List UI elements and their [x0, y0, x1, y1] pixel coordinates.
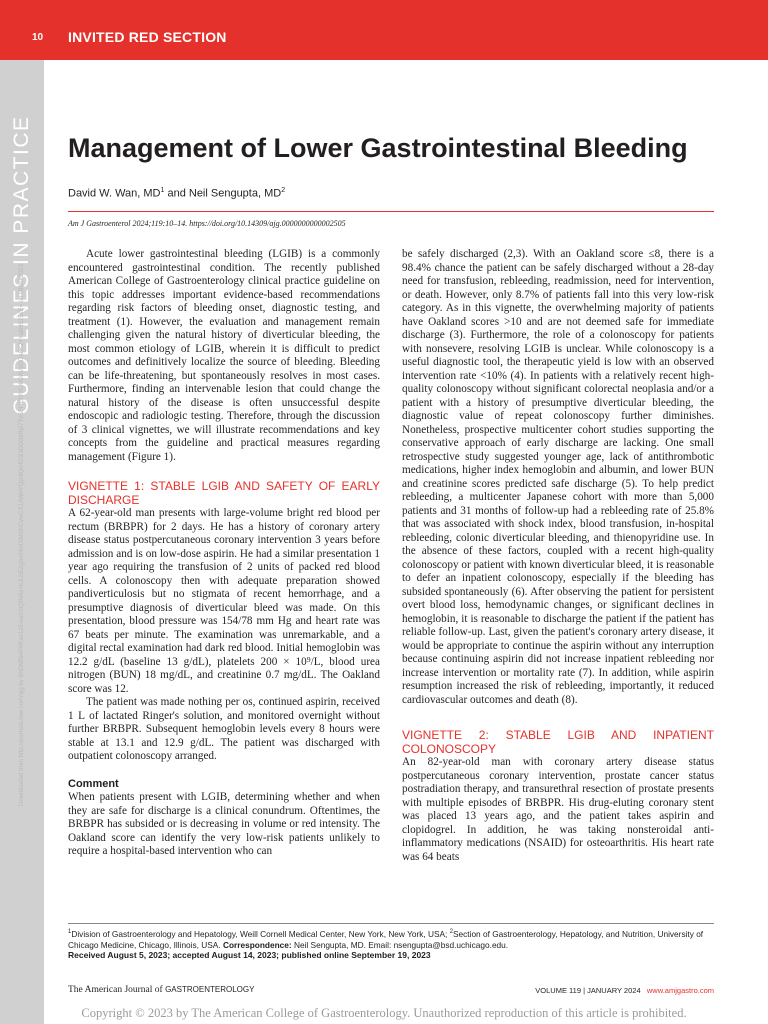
right-column [402, 248, 714, 864]
download-watermark: Downloaded from http://journals.lww.com/ajg by BhDMf5ePHKav1zEoum1tQfN4a+kJLhEZgbsIHo4XMi0hCywCX1AWnYQp/IlQrHD3i3D0OdRyi7TvSFl4Cf3VC4/OAVpDDa8K2+Ya6H515kE= on 09/20/2023 [19, 264, 25, 806]
copyright-notice: Copyright © 2023 by The American College of Gastroenterology. Unauthorized reproduction of this article is prohibited. [81, 1006, 687, 1020]
vignette2-paragraph-1: An 82-year-old man with coronary artery disease status postpercutaneous coronary intervention, prostate cancer status postradiation therapy, and transurethral resection of prostate presents with multiple episodes of BRBPR. His drug-eluting coronary stent was placed 13 years ago, and the patient takes aspirin and clopidogrel. In addition, he was taking nonsteroidal anti-inflammatory medications (NSAID) for osteoarthritis. His heart rate was 64 beats [402, 756, 714, 863]
vignette1-paragraph-1: A 62-year-old man presents with large-volume bright red blood per rectum (BRBPR) for 2 days. He has a history of coronary artery disease status postpercutaneous coronary intervention 3 years before admission and is on low-dose aspirin. He had a similar presentation 1 year ago requiring the transfusion of 2 units of packed red blood cells. A colonoscopy then with adequate preparation showed pandiverticulosis but no stigmata of recent hemorrhage, and a presumptive diagnosis of diverticular bleed was made. On this presentation, blood pressure was 154/78 mm Hg and heart rate was 67 beats per minute. The examination was unremarkable, and a digital rectal examination had dark red blood. Initial hemoglobin was 12.2 g/dL (baseline 13 g/dL), platelets 200 × 10⁹/L, blood urea nitrogen (BUN) 18 mg/dL, and creatinine 0.7 mg/dL. The Oakland score was 12. [68, 507, 380, 695]
affiliation-note: $^1$Division of Gastroenterology and Hepatology, Weill Cornell Medical Center, New York, New York, USA; $^2$Section of Gastroenterology, Hepatology, and Nutrition, University of Chicago Medicine, Chicago, Illinois, USA. Correspondence: Neil Sengupta, MD. Email: nsengupta@bsd.uchicago.edu. [68, 928, 704, 950]
right-paragraph-1: be safely discharged (2,3). With an Oakland score ≤8, there is a 98.4% chance the patient can be safely discharged without a 28-day need for transfusion, rebleeding, readmission, need for intervention, or death. However, only 8.7% of patients fall into this very low-risk category. As in this vignette, the overwhelming majority of patients have Oakland scores >10 and are not deemed safe for immediate discharge (3). Furthermore, the role of a colonoscopy for patients with nonsevere, resolving LGIB is unclear. While colonoscopy is a useful diagnostic tool, the therapeutic yield is low with an observed intervention rate <10% (4). In patients with a relatively recent high-quality colonoscopy without significant colorectal neoplasia and/or a patient with a history of presumptive diverticular bleeding, the diagnostic value of repeat colonoscopy further diminishes. Nonetheless, prospective multicenter cohort studies supporting the conservative approach of early discharge are lacking. One small retrospective study suggested younger age, lack of antithrombotic medications, higher index hemoglobin and albumin, and lower BUN and creatinine scores predicted safe discharge (5). To help predict rebleeding, a multicenter Japanese cohort with more than 5,000 patients and 31 months of follow-up had a rebleeding rate of 25.8% that was associated with shock index, blood transfusion, in-hospital rebleeding, colonic diverticular bleeding, and thienopyridine use. In the absence of these factors, coupled with a recent high-quality colonoscopy or patient with known diverticular bleed, it is reasonable to defer an inpatient colonoscopy, especially if the bleeding has subsided spontaneously (6). After observing the patient for persistent overt blood loss, hemodynamic changes, or significant declines in hemoglobin, it is reasonable to discharge the patient if the patient has reliable follow-up. Last, given the patient's coronary artery disease, it would be appropriate to continue the aspirin without any interruption because continuing aspirin did not increase inpatient rebleeding nor increase intervention or mortality rate (7). In addition, while aspirin resumption increased the risk of rebleeding, importantly, it reduced cardiovascular outcomes and death (8). [402, 248, 714, 706]
article-title: Management of Lower Gastrointestinal Bleeding [68, 133, 688, 163]
vignette1-heading: VIGNETTE 1: STABLE LGIB AND SAFETY OF EARLY DISCHARGE [68, 479, 380, 507]
comment-paragraph: When patients present with LGIB, determining whether and when they are safe for discharge is a clinical conundrum. Oftentimes, the BRBPR has subsided or is decreasing in volume or red intensity. The Oakland score can identify the very low-risk patients unlikely to require a hospital-based intervention who can [68, 791, 380, 857]
vignette1-paragraph-2: The patient was made nothing per os, continued aspirin, received 1 L of lactated Ringer's solution, and monitored overnight without further BRBPR. Subsequent hemoglobin levels every 8 hours were stable at 13.1 and 12.9 g/dL. The patient was discharged with outpatient colonoscopy arranged. [68, 696, 380, 762]
header-bar [0, 0, 768, 60]
footnote-divider [68, 923, 714, 924]
comment-heading: Comment [68, 777, 119, 790]
vignette2-heading: VIGNETTE 2: STABLE LGIB AND INPATIENT COLONOSCOPY [402, 728, 714, 756]
journal-name: The American Journal of GASTROENTEROLOGY [68, 985, 255, 995]
intro-paragraph: Acute lower gastrointestinal bleeding (LGIB) is a commonly encountered gastrointestinal condition. The recently published American College of Gastroenterology clinical practice guideline on this topic addresses important evidence-based recommendations regarding risk factors of bleeding onset, diagnostic testing, and treatment (1). However, the evaluation and management remain challenging given the natural history of diverticular bleeding, the most common etiology of LGIB, wherein it is difficult to predict outcomes and definitively localize the source of bleeding. Bleeding can be life-threatening, but spontaneously resolves in most cases. Furthermore, finding an intervenable lesion that could change the natural history of the disease is often unsuccessful despite endoscopic and radiologic testing. Therefore, through the discussion of 3 clinical vignettes, we will illustrate recommendations and key concepts from the guideline and practical measures regarding management (Figure 1). [68, 248, 380, 463]
left-column [68, 248, 380, 859]
article-authors: David W. Wan, $MD^1$ and Neil Sengupta, $MD^2$ [68, 187, 286, 200]
journal-url-link[interactable]: www.amjgastro.com [646, 986, 714, 995]
article-citation: Am J Gastroenterol 2024;119:10–14. https://doi.org/10.14309/ajg.0000000000002505 [68, 219, 346, 228]
side-band-label: GUIDELINES IN PRACTICE [10, 115, 33, 415]
received-dates: Received August 5, 2023; accepted August 14, 2023; published online September 19, 2023 [68, 950, 431, 960]
volume-info: VOLUME 119 | JANUARY 2024 www.amjgastro.com [535, 986, 714, 995]
page-number: 10 [32, 32, 44, 43]
section-label: INVITED RED SECTION [68, 29, 227, 45]
title-divider [68, 211, 714, 212]
